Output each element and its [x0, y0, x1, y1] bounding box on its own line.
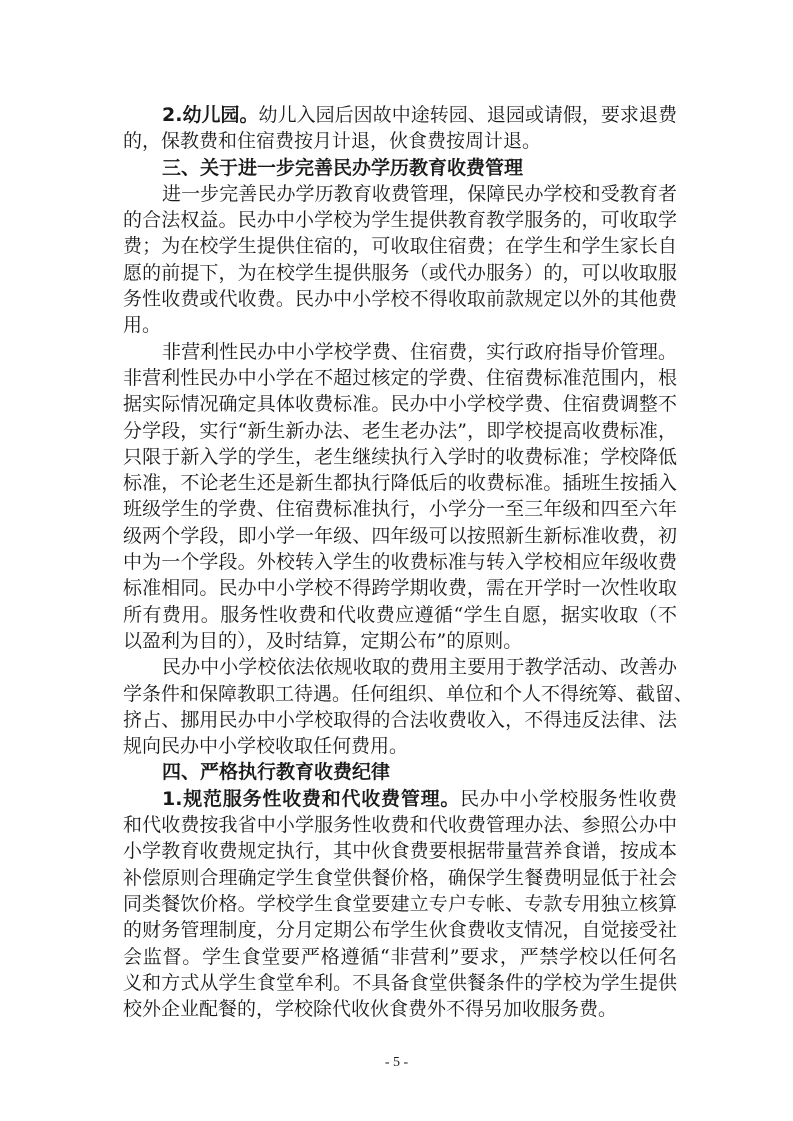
text-line: [123, 944, 677, 970]
text-line: [123, 549, 677, 575]
section-heading: [123, 155, 677, 181]
text-line: [123, 891, 677, 917]
line-text: 四、严格执行教育收费纪律: [162, 761, 391, 784]
line-text: 和代收费按我省中小学服务性收费和代收费管理办法、参照公办中: [123, 814, 677, 837]
line-text: 进一步完善民办学历教育收费管理，保障民办学校和受教育者: [162, 182, 677, 205]
text-line: [123, 233, 677, 259]
line-text: 用。: [123, 314, 162, 337]
text-line: [123, 128, 677, 154]
line-text: 费；为在校学生提供住宿的，可收取住宿费；在学生和学生家长自: [123, 235, 677, 258]
line-text: 标准，不论老生还是新生都执行降低后的收费标准。插班生按插入: [123, 472, 677, 495]
line-text: 的，保教费和住宿费按月计退，伙食费按周计退。: [123, 130, 542, 153]
text-line: [123, 733, 677, 759]
line-text: 挤占、挪用民办中小学校取得的合法收费收入，不得违反法律、法: [123, 708, 677, 731]
text-line: [123, 654, 677, 680]
text-line: [123, 181, 677, 207]
line-text: 规向民办中小学校收取任何费用。: [123, 735, 409, 758]
line-text: 非营利性民办中小学在不超过核定的学费、住宿费标准范围内，根: [123, 366, 677, 389]
line-text: 据实际情况确定具体收费标准。民办中小学校学费、住宿费调整不: [123, 393, 677, 416]
page-number: - 5 -: [384, 1055, 409, 1070]
line-text: 的合法权益。民办中小学校为学生提供教育教学服务的，可收取学: [123, 209, 677, 232]
text-line: [123, 575, 677, 601]
paragraph: [123, 654, 694, 759]
text-line: [123, 260, 677, 286]
line-text: 中为一个学段。外校转入学生的收费标准与转入学校相应年级收费: [123, 551, 677, 574]
text-line: [123, 391, 677, 417]
line-text: 三、关于进一步完善民办学历教育收费管理: [162, 156, 524, 179]
line-text: 补偿原则合理确定学生食堂供餐价格，确保学生餐费明显低于社会: [123, 866, 677, 889]
text-line: [123, 444, 677, 470]
line-text: 所有费用。服务性收费和代收费应遵循“学生自愿，据实收取（不: [123, 603, 677, 626]
line-text: 级两个学段，即小学一年级、四年级可以按照新生新标准收费，初: [123, 524, 677, 547]
text-line: [123, 207, 677, 233]
text-line: [123, 917, 677, 943]
paragraph: [123, 181, 677, 339]
line-text: 标准相同。民办中小学校不得跨学期收费，需在开学时一次性收取: [123, 577, 677, 600]
paragraph: [123, 339, 677, 655]
text-line: [123, 418, 677, 444]
text-line: [123, 102, 677, 128]
text-line: [123, 470, 677, 496]
text-line: [123, 865, 677, 891]
line-text: 同类餐饮价格。学校学生食堂要建立专户专帐、专款专用独立核算: [123, 892, 677, 915]
text-line: [123, 970, 677, 996]
document-body: [123, 102, 694, 1022]
line-text: 非营利性民办中小学校学费、住宿费，实行政府指导价管理。: [162, 340, 677, 363]
text-line: [123, 312, 677, 338]
text-line: [123, 286, 677, 312]
text-line: [123, 812, 677, 838]
line-text: 会监督。学生食堂要严格遵循“非营利”要求，严禁学校以任何名: [123, 945, 677, 968]
line-text: 务性收费或代收费。民办中小学校不得收取前款规定以外的其他费: [123, 288, 677, 311]
bold-lead-in: 1.规范服务性收费和代收费管理。: [162, 787, 461, 810]
text-line: [123, 155, 677, 181]
text-line: [123, 628, 677, 654]
line-text: 民办中小学校服务性收费: [460, 787, 677, 810]
line-text: 小学教育收费规定执行，其中伙食费要根据带量营养食谱，按成本: [123, 840, 677, 863]
text-line: [123, 707, 677, 733]
text-line: [123, 681, 694, 707]
text-line: [123, 602, 677, 628]
text-line: [123, 339, 677, 365]
text-line: [123, 786, 677, 812]
text-line: [123, 365, 677, 391]
line-text: 民办中小学校依法依规收取的费用主要用于教学活动、改善办: [162, 656, 677, 679]
line-text: 学条件和保障教职工待遇。任何组织、单位和个人不得统筹、截留、: [123, 682, 694, 705]
paragraph: [123, 102, 677, 155]
text-line: [123, 838, 677, 864]
line-text: 以盈利为目的），及时结算，定期公布”的原则。: [123, 629, 523, 652]
bold-lead-in: 2.幼儿园。: [162, 104, 259, 126]
text-line: [123, 523, 677, 549]
text-line: [123, 759, 677, 785]
line-text: 幼儿入园后因故中途转园、退园或请假，要求退费: [258, 104, 677, 126]
line-text: 只限于新入学的学生，老生继续执行入学时的收费标准；学校降低: [123, 445, 677, 468]
line-text: 义和方式从学生食堂牟利。不具备食堂供餐条件的学校为学生提供: [123, 971, 677, 994]
text-line: [123, 496, 677, 522]
line-text: 校外企业配餐的，学校除代收伙食费外不得另加收服务费。: [123, 998, 618, 1021]
paragraph: [123, 786, 677, 1023]
line-text: 愿的前提下，为在校学生提供服务（或代办服务）的，可以收取服: [123, 261, 677, 284]
text-line: [123, 996, 677, 1022]
line-text: 的财务管理制度，分月定期公布学生伙食费收支情况，自觉接受社: [123, 919, 677, 942]
line-text: 班级学生的学费、住宿费标准执行，小学分一至三年级和四至六年: [123, 498, 677, 521]
line-text: 分学段，实行“新生新办法、老生老办法”，即学校提高收费标准，: [123, 419, 677, 442]
section-heading: [123, 759, 677, 785]
